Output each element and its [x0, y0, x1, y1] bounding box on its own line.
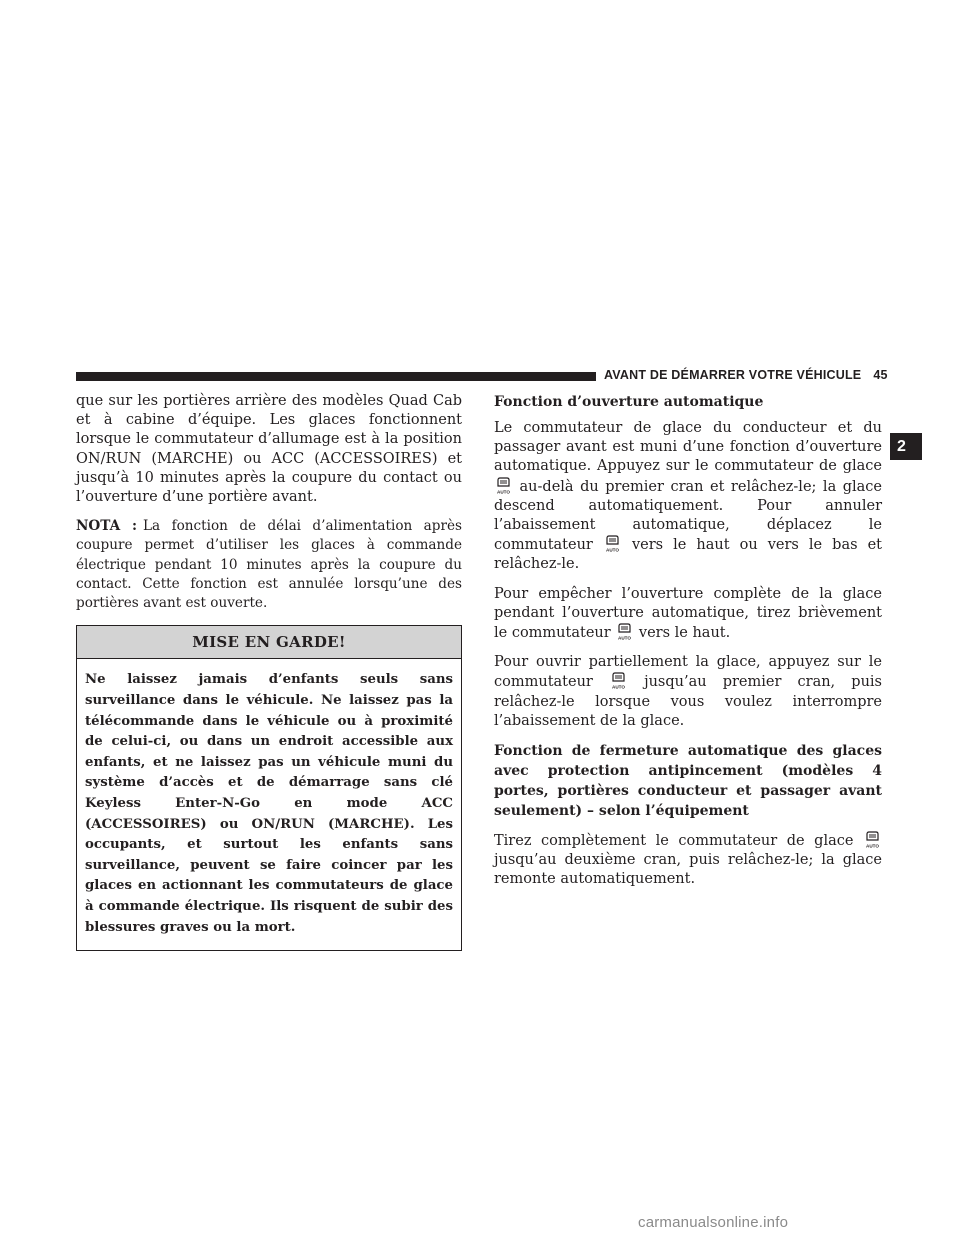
- heading-auto-close: Fonction de fermeture automatique des glaces avec protection antipincement (modèles 4 portes, portières conducteur et passager avant seulement) – selon l’équipement: [494, 743, 882, 820]
- svg-text:AUTO: AUTO: [605, 547, 619, 553]
- svg-text:AUTO: AUTO: [612, 684, 625, 690]
- nota-paragraph: [76, 517, 462, 613]
- chapter-tab: 2: [890, 433, 922, 460]
- text-segment: au-delà du premier cran et relâchez-le; la glace descend automatiquement. Pour annuler l’abaissement automatique, déplacez le commutateur: [494, 478, 883, 554]
- svg-text:AUTO: AUTO: [618, 635, 632, 641]
- auto-window-switch-icon: [611, 672, 626, 690]
- intro-paragraph: que sur les portières arrière des modèles Quad Cab et à cabine d’équipe. Les glaces fonctionnent lorsque le commutateur d’allumage est à la position ON/RUN (MARCHE) ou ACC (ACCESSOIRES) et jusqu’à 10 minutes après la coupure du contact ou l’ouverture d’une portière avant.: [76, 393, 462, 506]
- text-segment: Pour ouvrir partiellement la glace, appuyez sur le commutateur: [494, 654, 882, 691]
- warning-body: Ne laissez jamais d’enfants seuls sans surveillance dans le véhicule. Ne laissez pas la télécommande dans le véhicule ou à proximité de celui-ci, ou dans un endroit accessible aux enfants, et ne laissez pas un véhicule muni du système d’accès et de démarrage sans clé Keyless Enter-N-Go en mode ACC (ACCESSOIRES) ou ON/RUN (MARCHE). Les occupants, et surtout les enfants sans surveillance, peuvent se faire coincer par les glaces en actionnant les commutateurs de glace à commande électrique. Ils risquent de subir des blessures graves ou la mort.: [85, 672, 453, 935]
- right-column: [494, 392, 882, 900]
- auto-window-switch-icon: [865, 831, 880, 849]
- auto-window-switch-icon: [605, 535, 620, 553]
- page-number: 45: [873, 368, 888, 382]
- left-column: [76, 392, 462, 951]
- auto-window-switch-icon: [617, 623, 632, 641]
- header-rule: [76, 372, 596, 381]
- svg-text:AUTO: AUTO: [497, 489, 510, 495]
- text-segment: Tirez complètement le commutateur de glace: [494, 833, 854, 850]
- text-segment: Le commutateur de glace du conducteur et du passager avant est muni d’une fonction d’ouverture automatique. Appuyez sur le commutateur de glace: [494, 420, 882, 475]
- paragraph-auto-close: [494, 831, 882, 890]
- text-segment: Pour empêcher l’ouverture complète de la glace pendant l’ouverture automatique, tirez brièvement le commutateur: [494, 585, 882, 642]
- warning-box: [76, 625, 462, 951]
- text-segment: vers le haut.: [638, 625, 731, 642]
- section-title: AVANT DE DÉMARRER VOTRE VÉHICULE: [604, 368, 862, 382]
- heading-auto-open: Fonction d’ouverture automatique: [494, 394, 764, 410]
- nota-text: La fonction de délai d’alimentation après coupure permet d’utiliser les glaces à commande électrique pendant 10 minutes après la coupure du contact. Cette fonction est annulée lorsqu’une des portières avant est ouverte.: [76, 518, 462, 612]
- text-segment: vers le haut ou vers le bas et relâchez-le.: [494, 537, 882, 573]
- paragraph-auto-open: [494, 419, 882, 575]
- auto-window-switch-icon: [496, 477, 511, 495]
- paragraph-prevent-open: [494, 585, 882, 644]
- running-header: [604, 368, 888, 382]
- text-segment: jusqu’au premier cran, puis relâchez-le lorsque vous voulez interrompre l’abaissement de la glace.: [494, 674, 882, 729]
- warning-title: MISE EN GARDE!: [77, 626, 461, 659]
- svg-text:AUTO: AUTO: [866, 843, 879, 849]
- text-segment: jusqu’au deuxième cran, puis relâchez-le; la glace remonte automatiquement.: [494, 852, 882, 888]
- paragraph-partial-open: [494, 653, 882, 731]
- nota-label: NOTA :: [76, 518, 138, 535]
- watermark: carmanualsonline.info: [638, 1214, 789, 1231]
